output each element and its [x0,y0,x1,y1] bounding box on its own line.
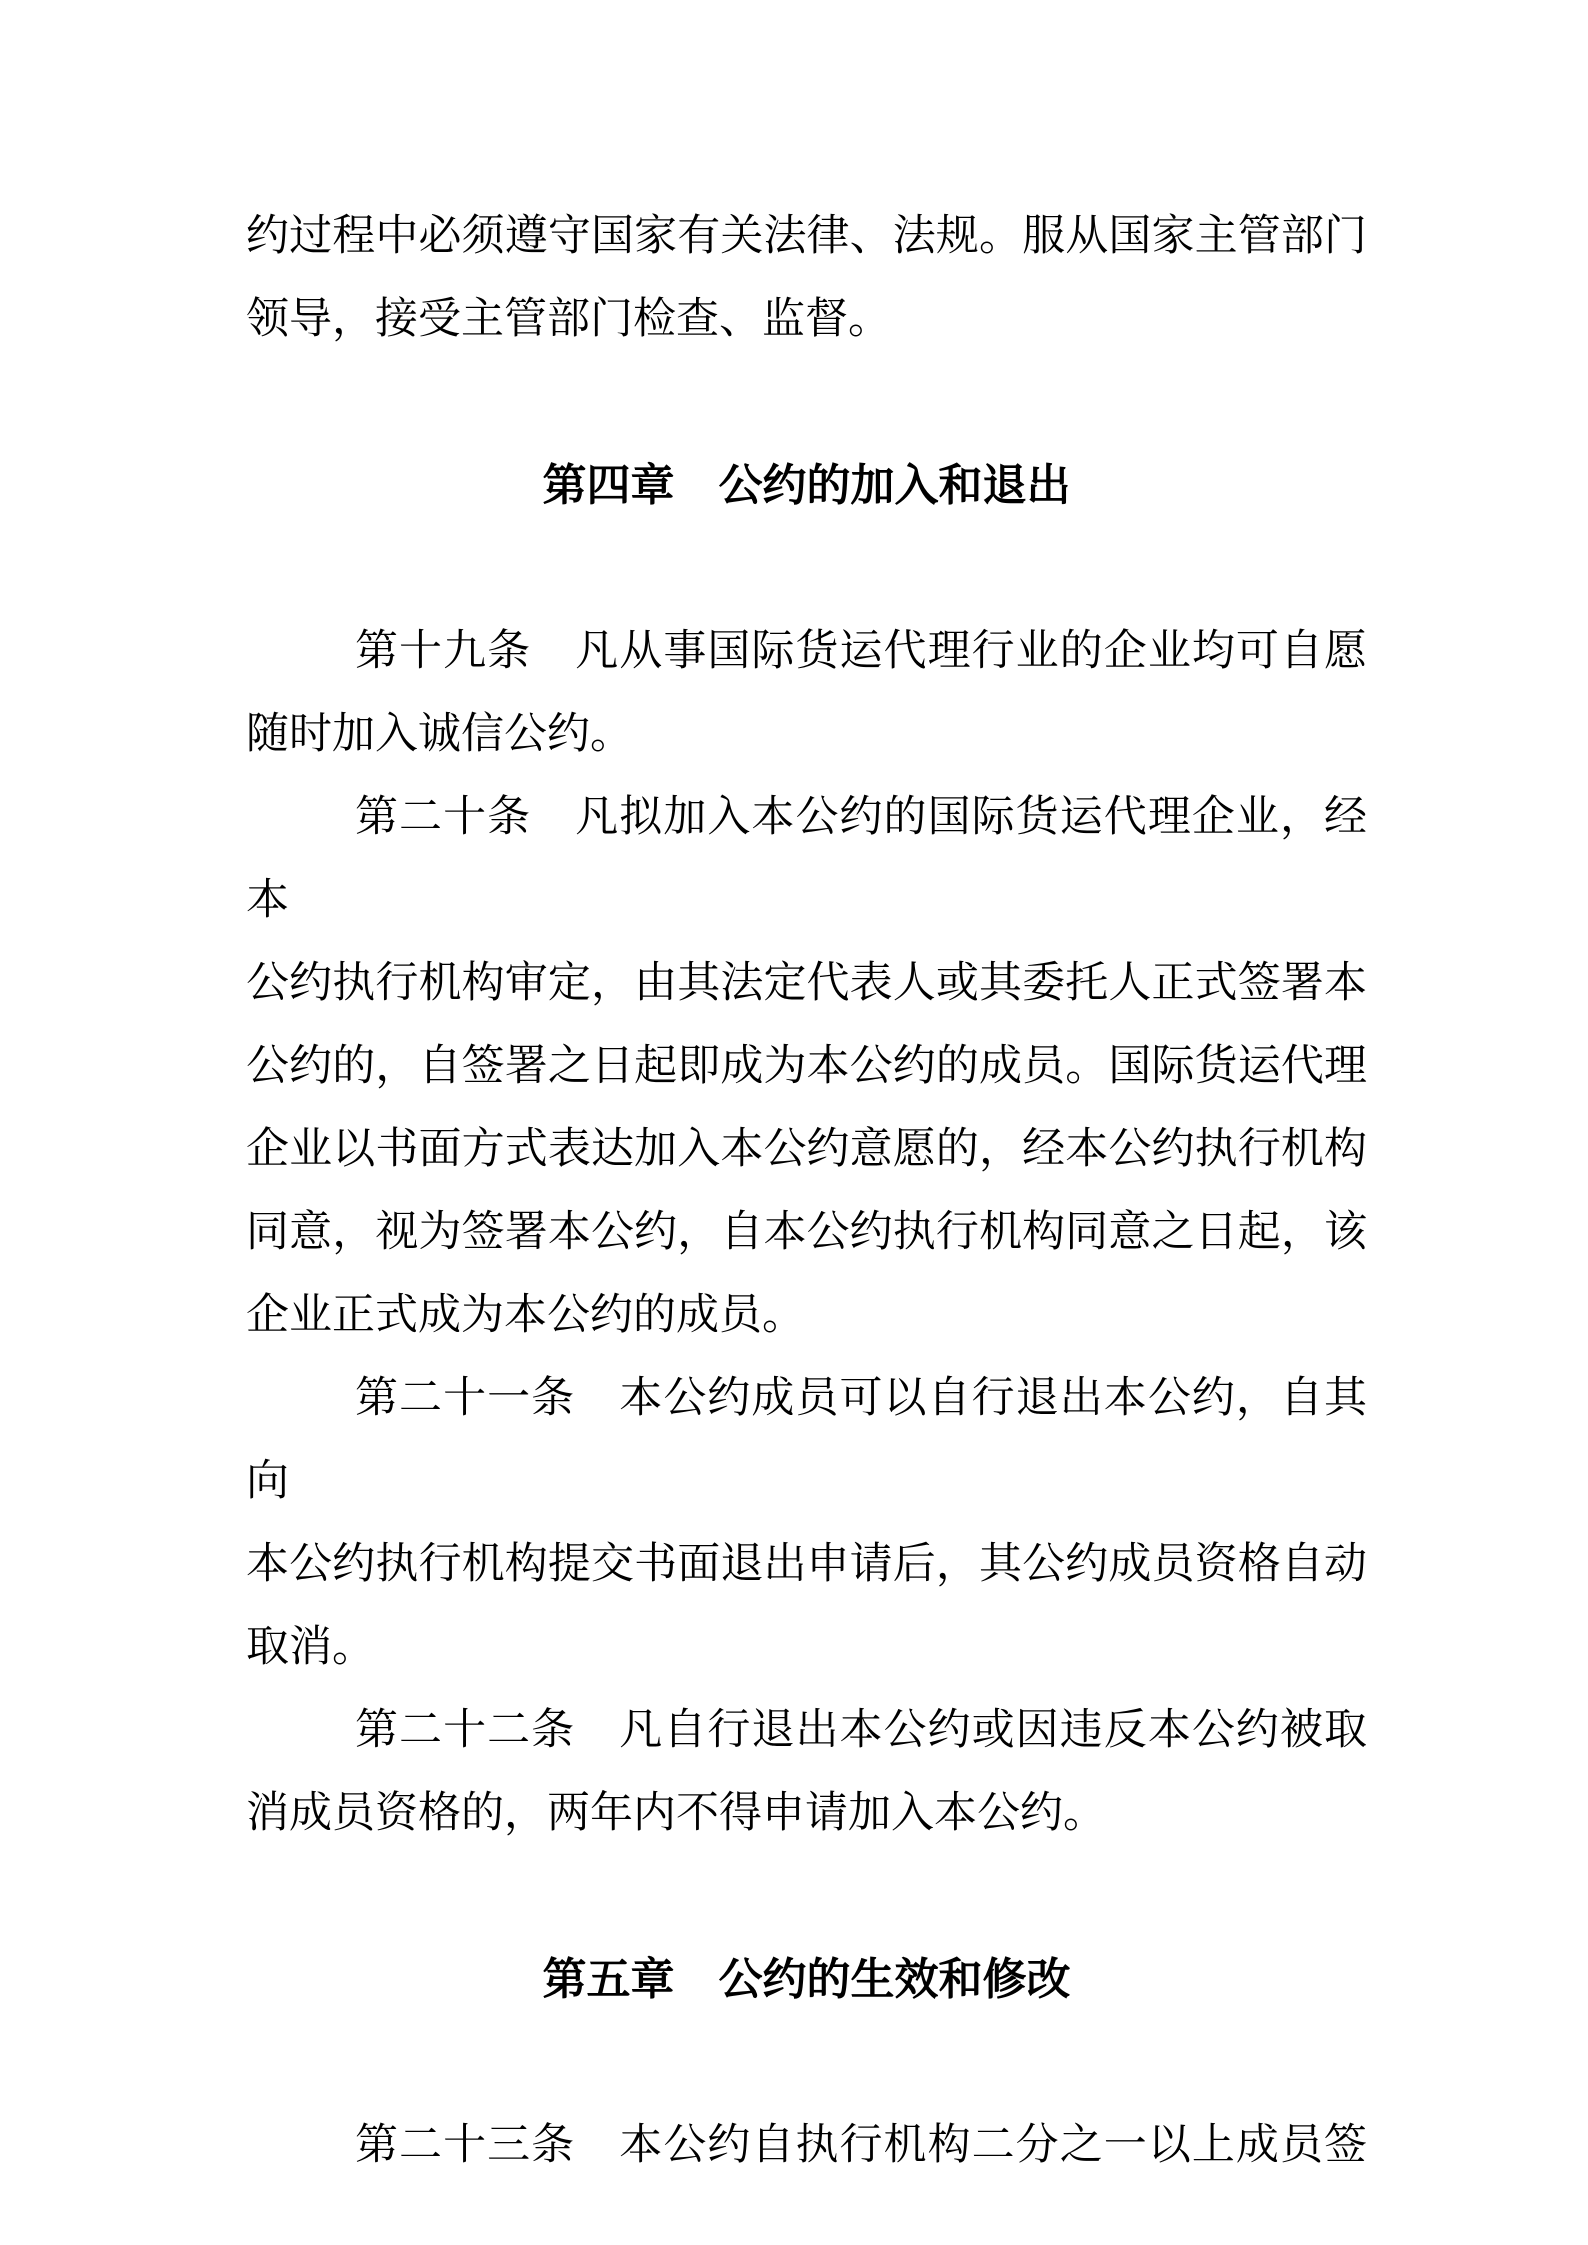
text-line: 第二十三条 本公约自执行机构二分之一以上成员签 [355,2122,1367,2169]
text-line: 第二十条 凡拟加入本公约的国际货运代理企业，经本 [246,794,1367,924]
paragraph-article-19 [246,610,1367,776]
text-line: 随时加入诚信公约。 [246,711,633,758]
text-line: 第二十二条 凡自行退出本公约或因违反本公约被取 [355,1707,1367,1754]
text-line: 领导，接受主管部门检查、监督。 [246,296,891,343]
text-line: 消成员资格的，两年内不得申请加入本公约。 [246,1790,1106,1837]
paragraph-article-21 [246,1357,1367,1689]
text-line: 第十九条 凡从事国际货运代理行业的企业均可自愿 [355,628,1367,675]
paragraph-article-20 [246,776,1367,1357]
paragraph-continuation [246,195,1367,361]
text-line: 约过程中必须遵守国家有关法律、法规。服从国家主管部门 [246,213,1367,260]
text-line: 公约的，自签署之日起即成为本公约的成员。国际货运代理 [246,1043,1367,1090]
text-line: 第二十一条 本公约成员可以自行退出本公约，自其向 [246,1375,1367,1505]
text-line: 取消。 [246,1624,375,1671]
text-line: 公约执行机构审定，由其法定代表人或其委托人正式签署本 [246,960,1367,1007]
text-line: 同意，视为签署本公约，自本公约执行机构同意之日起，该 [246,1209,1367,1256]
chapter-heading-5: 第五章 公约的生效和修改 [542,1955,1071,2004]
paragraph-article-23 [246,2104,1367,2187]
text-line: 企业以书面方式表达加入本公约意愿的，经本公约执行机构 [246,1126,1367,1173]
text-line: 本公约执行机构提交书面退出申请后，其公约成员资格自动 [246,1541,1367,1588]
text-content [246,195,1367,2187]
chapter-heading-4: 第四章 公约的加入和退出 [542,461,1071,510]
paragraph-article-22 [246,1689,1367,1855]
text-line: 企业正式成为本公约的成员。 [246,1292,805,1339]
